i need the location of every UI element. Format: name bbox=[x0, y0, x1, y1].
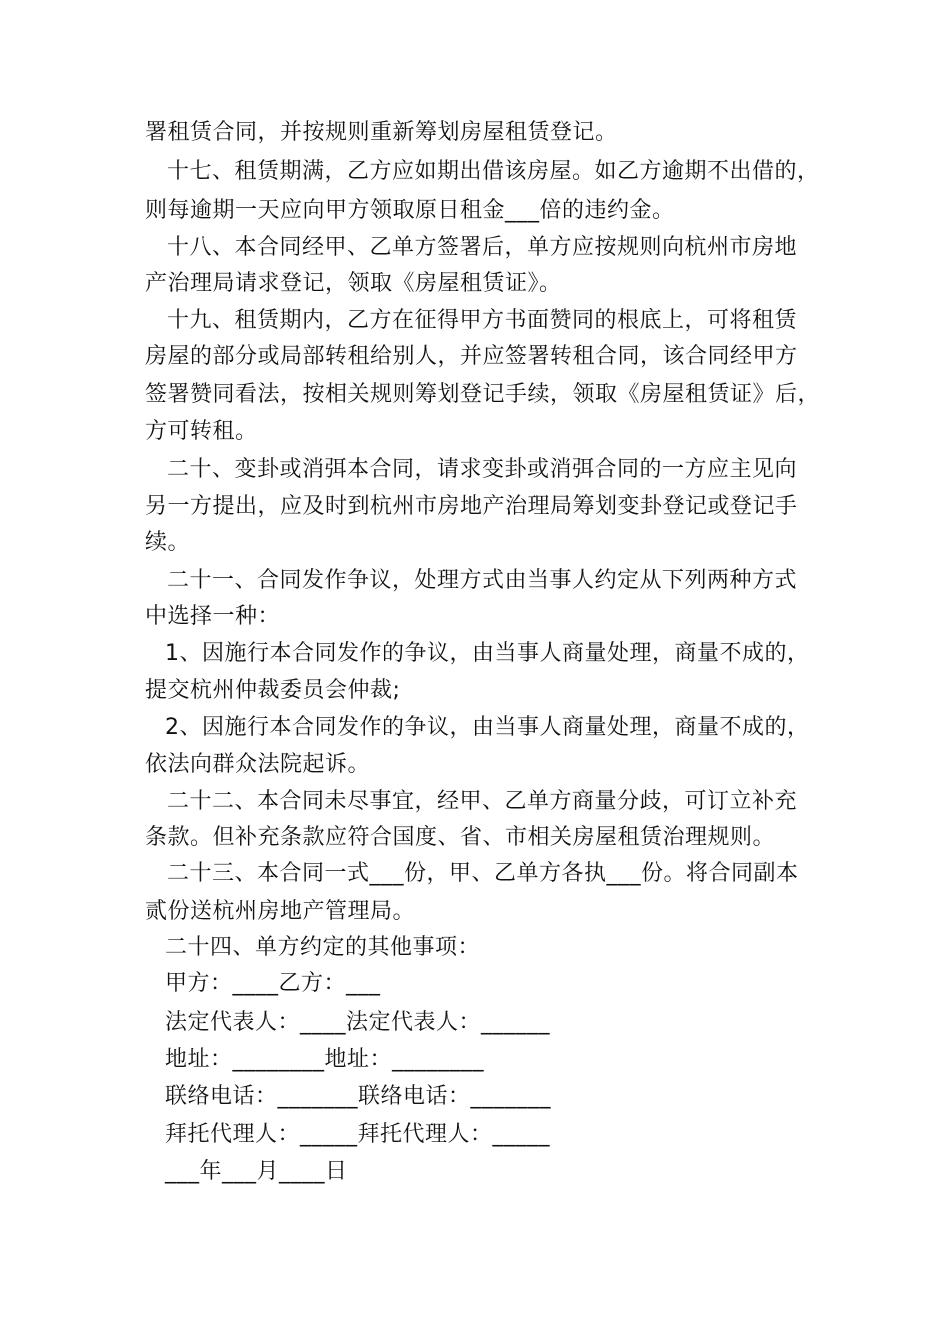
text-line: 签署赞同看法，按相关规则筹划登记手续，领取《房屋租赁证》后， bbox=[145, 382, 821, 407]
clause-23: 二十三、本合同一式___份，甲、乙单方各执___份。将合同副本 bbox=[167, 861, 799, 886]
clause-19: 十九、租赁期内，乙方在征得甲方书面赞同的根底上，可将租赁 bbox=[167, 308, 798, 333]
text-line: 依法向群众法院起诉。 bbox=[145, 752, 371, 777]
clause-22: 二十二、本合同未尽事宜，经甲、乙单方商量分歧，可订立补充 bbox=[167, 789, 798, 814]
clause-24: 二十四、单方约定的其他事项： bbox=[165, 935, 481, 960]
text-line: 条款。但补充条款应符合国度、省、市相关房屋租赁治理规则。 bbox=[145, 825, 776, 850]
signature-phone-line: 联络电话：_______联络电话：_______ bbox=[165, 1084, 552, 1109]
signature-legal-rep-line: 法定代表人：____法定代表人：______ bbox=[165, 1010, 551, 1035]
text-line: 提交杭州仲裁委员会仲裁; bbox=[145, 678, 401, 703]
text-line: 产治理局请求登记，领取《房屋租赁证》。 bbox=[145, 271, 562, 296]
clause-21: 二十一、合同发作争议，处理方式由当事人约定从下列两种方式 bbox=[167, 568, 798, 593]
signature-address-line: 地址：________地址：________ bbox=[165, 1047, 485, 1072]
text-line: 贰份送杭州房地产管理局。 bbox=[145, 899, 416, 924]
clause-20: 二十、变卦或消弭本合同，请求变卦或消弭合同的一方应主见向 bbox=[167, 457, 798, 482]
option-1: 1、因施行本合同发作的争议，由当事人商量处理，商量不成的， bbox=[165, 641, 810, 666]
signature-agent-line: 拜托代理人：_____拜托代理人：_____ bbox=[165, 1122, 551, 1147]
text-line: 署租赁合同，并按规则重新筹划房屋租赁登记。 bbox=[145, 120, 618, 145]
text-line: 续。 bbox=[145, 530, 191, 555]
text-line: 房屋的部分或局部转租给别人，并应签署转租合同，该合同经甲方 bbox=[145, 344, 798, 369]
text-line: 方可转租。 bbox=[145, 419, 258, 444]
clause-18: 十八、本合同经甲、乙单方签署后，单方应按规则向杭州市房地 bbox=[167, 235, 798, 260]
option-2: 2、因施行本合同发作的争议，由当事人商量处理，商量不成的， bbox=[165, 715, 810, 740]
text-line: 则每逾期一天应向甲方领取原日租金___倍的违约金。 bbox=[145, 198, 675, 223]
text-line: 另一方提出，应及时到杭州市房地产治理局筹划变卦登记或登记手 bbox=[145, 494, 798, 519]
clause-17: 十七、租赁期满，乙方应如期出借该房屋。如乙方逾期不出借的， bbox=[167, 159, 820, 184]
signature-party-line: 甲方：____乙方：___ bbox=[165, 971, 381, 996]
signature-date-line: ___年___月____日 bbox=[165, 1159, 348, 1184]
text-line: 中选择一种： bbox=[145, 604, 281, 629]
